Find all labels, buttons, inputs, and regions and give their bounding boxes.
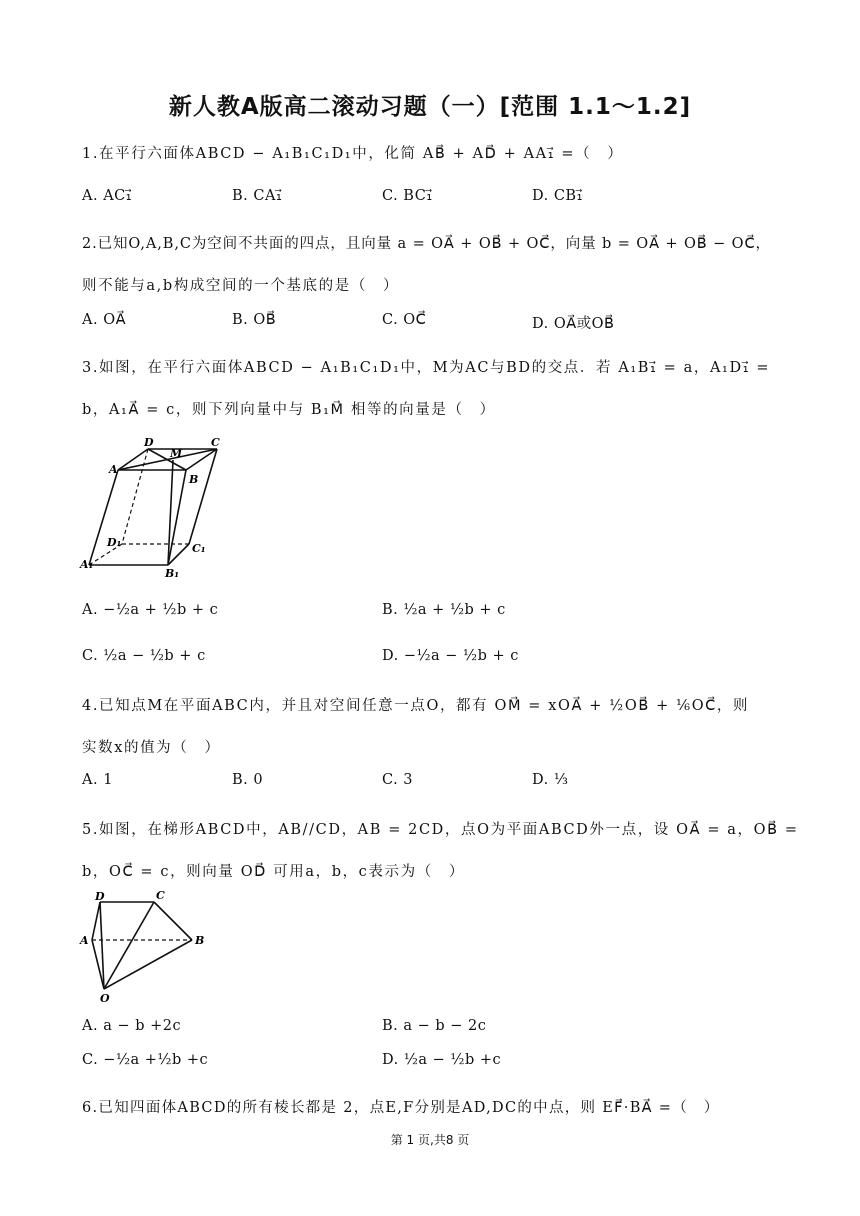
question-4-stem-line2: 实数x的值为（ ） xyxy=(82,740,221,756)
q4-option-b: B. 0 xyxy=(232,772,264,788)
q3-option-c: C. ½a − ½b + c xyxy=(82,648,206,664)
q1-option-a: A. AC₁⃗ xyxy=(82,188,133,204)
question-5-stem-line1: 5.如图，在梯形ABCD中，AB//CD，AB = 2CD，点O为平面ABCD外一点，设 OA⃗ = a，OB⃗ = xyxy=(82,822,799,838)
fig5-label-a: A xyxy=(80,934,89,947)
question-4-stem-line1: 4.已知点M在平面ABC内，并且对空间任意一点O，都有 OM⃗ = xOA⃗ + ½OB⃗ + ⅙OC⃗，则 xyxy=(82,698,750,714)
fig3-label-b: B xyxy=(189,473,199,486)
page-footer: 第 1 页,共8 页 xyxy=(390,1133,470,1147)
q3-option-b: B. ½a + ½b + c xyxy=(382,602,506,618)
fig3-label-d: D xyxy=(144,436,154,449)
q2-option-d: D. OA⃗或OB⃗ xyxy=(532,316,615,332)
q2-option-c: C. OC⃗ xyxy=(382,312,427,328)
fig3-label-c: C xyxy=(211,436,220,449)
fig3-label-a1: A₁ xyxy=(80,558,94,571)
q5-option-c: C. −½a +½b +c xyxy=(82,1052,209,1068)
fig3-label-d1: D₁ xyxy=(107,536,122,549)
q5-option-d: D. ½a − ½b +c xyxy=(382,1052,502,1068)
q3-option-a: A. −½a + ½b + c xyxy=(82,602,219,618)
q1-option-b: B. CA₁⃗ xyxy=(232,188,283,204)
fig5-label-d: D xyxy=(95,890,105,903)
q1-option-c: C. BC₁⃗ xyxy=(382,188,433,204)
fig3-label-a: A xyxy=(109,463,118,476)
q1-option-d: D. CB₁⃗ xyxy=(532,188,583,204)
parallelepiped-figure xyxy=(78,436,218,580)
question-3-stem-line1: 3.如图，在平行六面体ABCD − A₁B₁C₁D₁中，M为AC与BD的交点．若 A₁B₁⃗ = a，A₁D₁⃗ = xyxy=(82,360,771,376)
fig5-label-b: B xyxy=(195,934,205,947)
q4-option-a: A. 1 xyxy=(82,772,113,788)
question-3-stem-line2: b，A₁A⃗ = c，则下列向量中与 B₁M⃗ 相等的向量是（ ） xyxy=(82,402,496,418)
q5-option-b: B. a − b − 2c xyxy=(382,1018,487,1034)
fig3-label-b1: B₁ xyxy=(165,567,180,580)
question-5-stem-line2: b，OC⃗ = c，则向量 OD⃗ 可用a，b，c表示为（ ） xyxy=(82,864,465,880)
fig3-label-c1: C₁ xyxy=(192,542,206,555)
q2-option-b: B. OB⃗ xyxy=(232,312,277,328)
fig5-label-o: O xyxy=(100,992,110,1005)
q4-option-d: D. ⅓ xyxy=(532,772,569,788)
page-title: 新人教A版高二滚动习题（一）[范围 1.1～1.2] xyxy=(168,94,692,120)
q4-option-c: C. 3 xyxy=(382,772,414,788)
fig5-label-c: C xyxy=(156,889,165,902)
question-2-stem-line2: 则不能与a,b构成空间的一个基底的是（ ） xyxy=(82,278,400,294)
trapezoid-pyramid-figure xyxy=(78,886,210,1006)
question-6-stem: 6.已知四面体ABCD的所有棱长都是 2，点E,F分别是AD,DC的中点，则 EF⃗·BA⃗ =（ ） xyxy=(82,1100,720,1116)
q2-option-a: A. OA⃗ xyxy=(82,312,126,328)
q3-option-d: D. −½a − ½b + c xyxy=(382,648,519,664)
question-1-stem: 1.在平行六面体ABCD − A₁B₁C₁D₁中，化简 AB⃗ + AD⃗ + AA₁⃗ =（ ） xyxy=(82,146,624,162)
fig3-label-m: M xyxy=(170,447,183,460)
question-2-stem-line1: 2.已知O,A,B,C为空间不共面的四点，且向量 a = OA⃗ + OB⃗ + OC⃗，向量 b = OA⃗ + OB⃗ − OC⃗， xyxy=(82,236,771,252)
q5-option-a: A. a − b +2c xyxy=(82,1018,182,1034)
